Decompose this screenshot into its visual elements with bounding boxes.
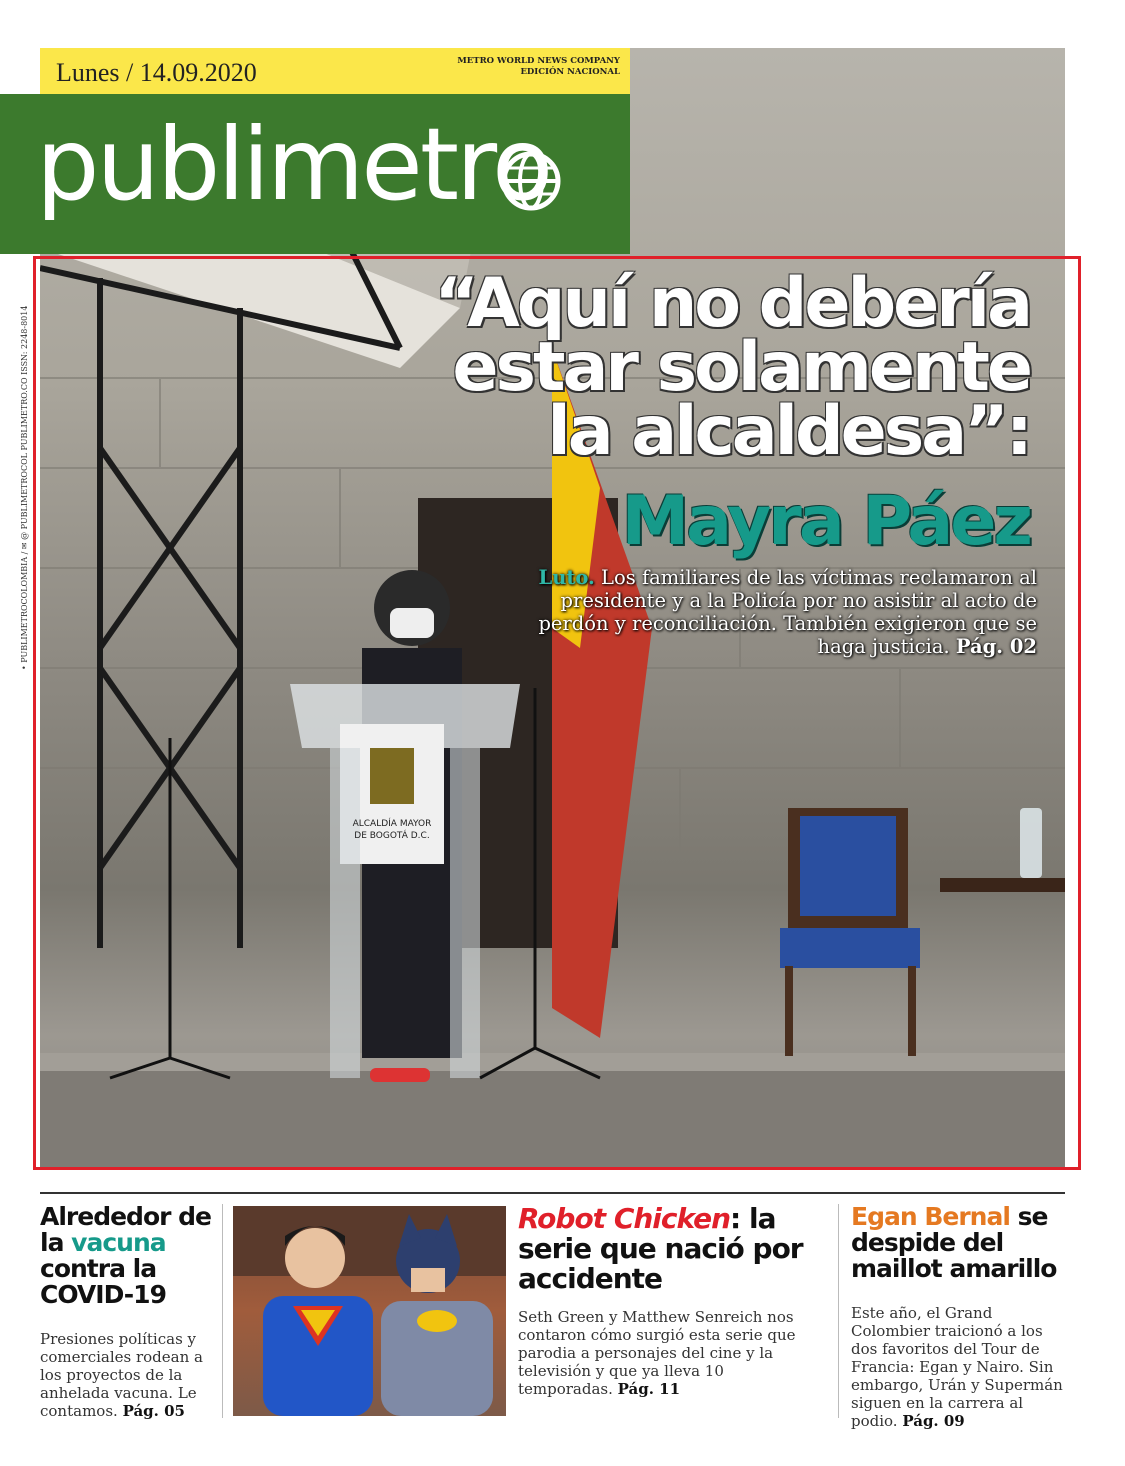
- deck-text: Los familiares de las víctimas reclamaron al presidente y a la Policía por no asistir al acto de perdón y reconciliación. También exigieron que se haga justicia.: [538, 566, 1037, 658]
- story-vaccine-text: Presiones políticas y comerciales rodean a los proyectos de la anhelada vacuna. Le contamos.: [40, 1330, 203, 1420]
- robot-chicken-photo: [233, 1206, 506, 1416]
- story-robot-chicken-headline-highlight: Robot Chicken: [518, 1202, 731, 1235]
- story-robot-chicken-page-ref: Pág. 11: [617, 1380, 681, 1398]
- story-egan-bernal-headline-b: se despide del maillot amarillo: [851, 1202, 1057, 1283]
- deck-kicker: Luto.: [538, 566, 595, 589]
- story-robot-chicken-text: Seth Green y Matthew Senreich nos contaron cómo surgió esta serie que parodia a personajes del cine y la televisión y que ya lleva 10 temporadas.: [518, 1308, 796, 1398]
- story-robot-chicken-headline-b: : la serie que nació por accidente: [518, 1202, 803, 1295]
- story-vaccine-page-ref: Pág. 05: [122, 1402, 185, 1420]
- column-divider: [222, 1204, 223, 1418]
- story-robot-chicken: [518, 1204, 818, 1398]
- story-vaccine-headline-highlight: vacuna: [71, 1228, 166, 1257]
- side-info: [20, 290, 34, 670]
- deck-page-ref: Pág. 02: [955, 635, 1037, 658]
- story-egan-bernal-body: [851, 1304, 1065, 1430]
- headline-line-1: “Aquí no debería: [434, 264, 1030, 343]
- story-robot-chicken-headline: [518, 1204, 818, 1294]
- story-vaccine-headline: [40, 1204, 218, 1308]
- story-vaccine-headline-a: Alrededor de la: [40, 1202, 212, 1257]
- side-info-text: • PUBLIMETROCOLOMBIA / ✉ @ PUBLIMETROCOL PUBLIMETRO.CO ISSN: 2248-8014: [20, 305, 29, 670]
- issue-date: Lunes / 14.09.2020: [56, 58, 257, 87]
- company-line-1: METRO WORLD NEWS COMPANY: [457, 56, 620, 66]
- story-vaccine: [40, 1204, 218, 1420]
- headline-line-3: la alcaldesa”:: [547, 392, 1030, 471]
- publimetro-logo: publimetro: [36, 106, 551, 223]
- cover-headline: [434, 264, 1030, 471]
- cover-deck: [517, 566, 1037, 658]
- podium-sign-line2: DE BOGOTÁ D.C.: [354, 831, 430, 841]
- story-egan-bernal-text: Este año, el Grand Colombier traicionó a los dos favoritos del Tour de Francia: Egan y Nairo. Sin embargo, Urán y Supermán siguen en la carrera al podio.: [851, 1304, 1063, 1430]
- column-divider: [838, 1204, 839, 1418]
- story-robot-chicken-body: [518, 1308, 818, 1398]
- podium-sign-line1: ALCALDÍA MAYOR: [352, 819, 432, 829]
- company-line-2: EDICIÓN NACIONAL: [520, 67, 620, 77]
- company-info: [457, 56, 620, 78]
- story-vaccine-headline-b: contra la COVID-19: [40, 1254, 166, 1309]
- section-rule: [40, 1192, 1065, 1194]
- story-egan-bernal: [851, 1204, 1065, 1430]
- headline-line-2: estar solamente: [452, 328, 1030, 407]
- story-egan-bernal-page-ref: Pág. 09: [902, 1412, 965, 1430]
- robot-chicken-illustration: [233, 1206, 506, 1416]
- story-egan-bernal-headline-highlight: Egan Bernal: [851, 1202, 1010, 1231]
- story-egan-bernal-headline: [851, 1204, 1065, 1282]
- story-vaccine-body: [40, 1330, 218, 1420]
- globe-icon: [500, 150, 562, 212]
- headline-name: Mayra Páez: [621, 482, 1030, 561]
